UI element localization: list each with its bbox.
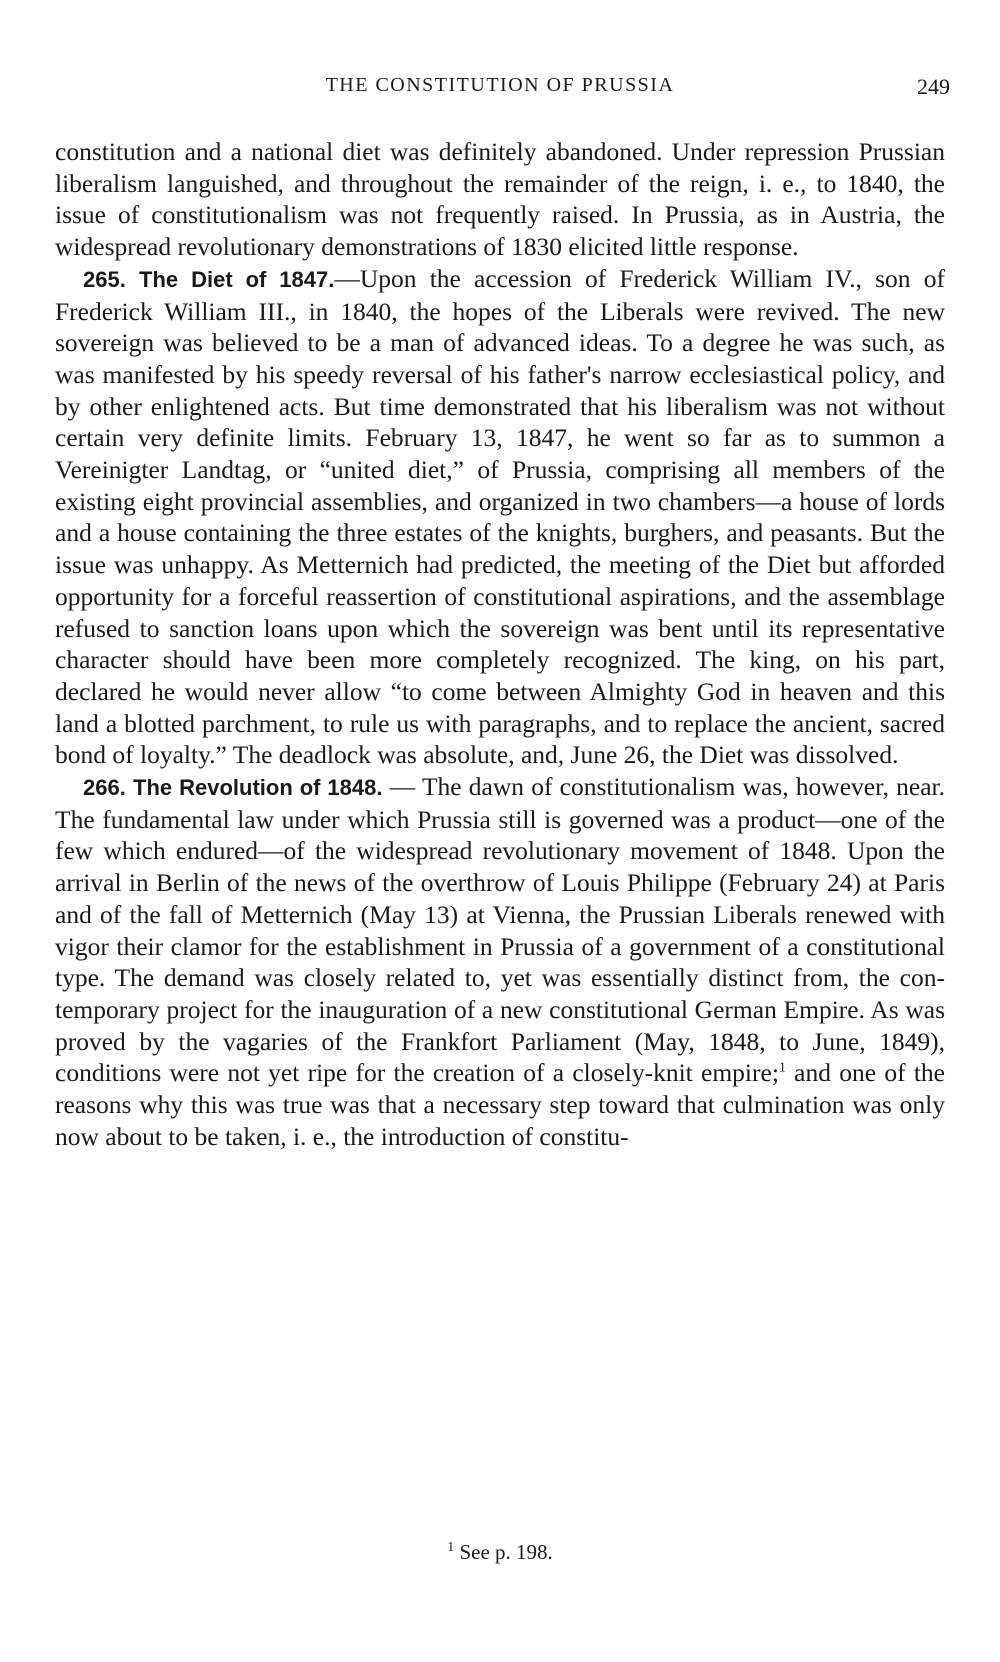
page-number: 249 xyxy=(917,74,950,99)
footnote xyxy=(0,1540,1000,1565)
body-text xyxy=(55,136,945,1153)
footnote-text: See p. 198. xyxy=(454,1540,553,1564)
footnote-mark: 1 xyxy=(447,1540,455,1555)
section-text-continued: and one of the reasons why this was true was that a necessary step toward that culmination was only now about to be taken, i. e., the introduction of constitu- xyxy=(55,1058,945,1151)
section-265 xyxy=(55,263,945,771)
section-title: The Revolution of 1848. xyxy=(133,775,383,801)
running-title: THE CONSTITUTION OF PRUSSIA xyxy=(325,74,675,96)
running-head xyxy=(50,72,950,102)
section-number: 266. xyxy=(83,775,126,801)
paragraph-continuation: constitution and a national diet was definitely abandoned. Under repression Prussian liberalism languished, and throughout the remainder of the reign, i. e., to 1840, the issue of constitutionalism was not frequently raised. In Prussia, as in Austria, the widespread revolutionary demonstrations of 1830 elicited little response. xyxy=(55,137,945,262)
section-number: 265. xyxy=(83,266,126,292)
section-text: — The dawn of constitutionalism was, however, near. The fundamental law under which Prussia still is governed was a product—one of the few which endured—of the widespread revolutionary movement of 1848. Upon the arrival in Berlin of the news of the overthrow of Louis Philippe (February 24) at Paris and of the fall of Metternich (May 13) at Vienna, the Prussian Liberals renewed with vigor their clamor for the establishment in Prussia of a government of a constitutional type. The demand was closely related to, yet was essentially distinct from, the contemporary project for the inauguration of a new constitutional German Empire. As was proved by the vagaries of the Frankfort Parliament (May, 1848, to June, 1849), conditions were not yet ripe for the creation of a closely-knit empire; xyxy=(55,772,945,1088)
section-title: The Diet of 1847. xyxy=(139,266,335,292)
footnote-reference[interactable]: 1 xyxy=(778,1060,786,1076)
section-text: —Upon the accession of Frederick William IV., son of Frederick William III., in 1840, the hopes of the Liberals were revived. The new sovereign was believed to be a man of advanced ideas. To a degree he was such, as was manifested by his speedy reversal of his father's narrow ecclesiastical policy, and by other enlightened acts. But time demonstrated that his liberalism was not without certain very definite limits. February 13, 1847, he went so far as to summon a Vereinigter Landtag, or “united diet,” of Prussia, comprising all members of the existing eight provincial assemblies, and organized in two chambers—a house of lords and a house containing the three estates of the knights, burghers, and peasants. But the issue was unhappy. As Metternich had predicted, the meeting of the Diet but afforded opportunity for a forceful reassertion of constitutional aspirations, and the assemblage refused to sanction loans upon which the sovereign was bent until its representative character should have been more completely recognized. The king, on his part, declared he would never allow “to come between Almighty God in heaven and this land a blotted parchment, to rule us with paragraphs, and to replace the ancient, sacred bond of loyalty.” The deadlock was absolute, and, June 26, the Diet was dissolved. xyxy=(55,263,945,770)
section-266 xyxy=(55,771,945,1152)
